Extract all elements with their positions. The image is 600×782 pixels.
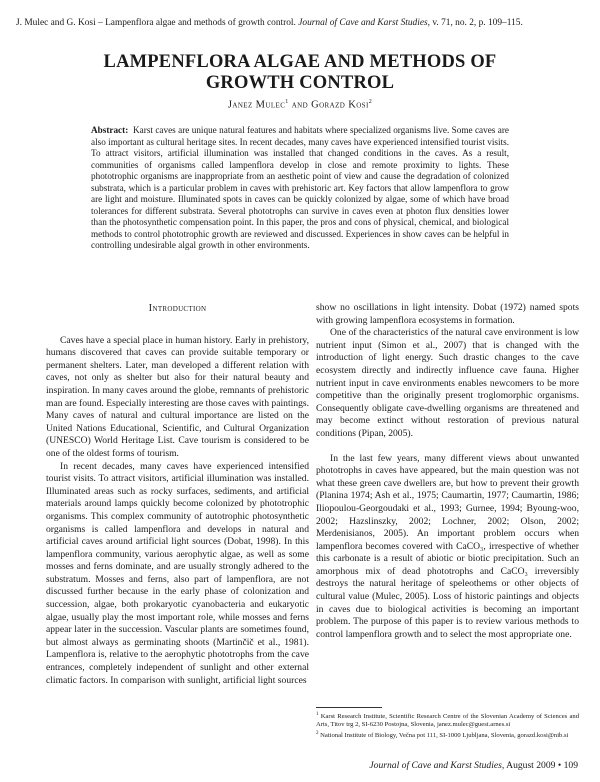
footnote-text: National Institute of Biology, Večna pot 111, SI-1000 Ljubljana, Slovenia, gorazd.kosi@nib.si: [320, 731, 569, 739]
running-head-authors: J. Mulec and G. Kosi: [16, 18, 96, 28]
right-column: [316, 302, 579, 641]
abstract-text: Karst caves are unique natural features and habitats where specialized organisms live. Some caves are also important as cultural heritage sites. In recent decades, many caves have experienced intensified tourist visits. To attract visitors, artificial illumination was installed that changed conditions in the caves. As a result, communities of organisms called lampenflora develop in close and remote proximity to lights. These phototrophic organisms are inappropriate from an aesthetic point of view and cause the degradation of colonized substrata, which is a particular problem in caves with prehistoric art. Key factors that allow lampenflora to grow are light and moisture. Illuminated spots in caves can be quickly colonized by algae, some of which have broad tolerances for different substrata. Several phototrophs can survive in caves even at photon flux densities lower than the photosynthetic compensation point. In this paper, the pros and cons of physical, chemical, and biological methods to control phototrophic growth are reviewed and discussed. Experiences in show caves can be helpful in controlling undesirable algal growth in other environments.: [91, 125, 509, 250]
running-head-journal: Journal of Cave and Karst Studies,: [298, 18, 431, 28]
running-head-separator: –: [95, 18, 106, 28]
footnote-mark: 1: [316, 712, 319, 717]
paragraph-gap: [316, 441, 579, 453]
body-paragraph: In the last few years, many different views about unwanted phototrophs in caves have appeared, but the main question was not what these green cave dwellers are, but how to prevent their growth (Planina 1974; Ash et al., 1975; Caumartin, 1977; Caumartin, 1986; Iliopoulou-Georgoudaki et al., 1993; Gurnee, 1994; Byoung-woo, 2002; Hazslinszky, 2002; Lochner, 2002; Olson, 2002; Merdenisianos, 2005). An important problem occurs when lampenflora becomes covered with CaCO₃, irrespective of whether this carbonate is a result of abiotic or biotic precipitation. Such an amorphous mix of dead phototrophs and CaCO₃ irreversibly destroys the natural heritage of speleothems or other objects of cultural value (Mulec, 2005). Loss of historic paintings and objects in caves due to biological activities is becoming an important problem. The purpose of this paper is to review various methods to control lampenflora growth and to select the most appropriate one.: [316, 452, 579, 640]
page-footer: [369, 760, 578, 771]
footnote: [316, 711, 579, 730]
body-paragraph: One of the characteristics of the natural cave environment is low nutrient input (Simon et al., 2007) that is changed with the introduction of light energy. Such drastic changes to the cave ecosystem directly and indirectly influence cave fauna. Higher nutrient input in cave environments enables newcomers to be more competitive than the originally present troglomorphic organisms. Consequently obligate cave-dwelling organisms are threatened and may become extinct without restoration of previous natural conditions (Pipan, 2005).: [316, 327, 579, 439]
footnotes: [316, 711, 579, 740]
body-paragraph: Caves have a special place in human history. Early in prehistory, humans discovered that caves can provide suitable temporary or permanent shelters. Later, man developed a different relation with caves, not only as shelter but also for their natural beauty and inspiration. In many caves around the globe, remnants of prehistoric man are found. Especially interesting are those caves with paintings. Many caves of natural and cultural importance are listed on the United Nations Educational, Scientific, and Cultural Organization (UNESCO) World Heritage List. Cave tourism is considered to be one of the oldest forms of tourism.: [46, 334, 309, 459]
author-1-affiliation-mark: 1: [285, 99, 289, 105]
footnote-text: Karst Research Institute, Scientific Research Centre of the Slovenian Academy of Sciences and Arts, Titov trg 2, SI-6230 Postojna, Slovenia, janez.mulec@guest.arnes.si: [316, 713, 579, 729]
running-head: [16, 18, 586, 29]
body-paragraph: show no oscillations in light intensity. Dobat (1972) named spots with growing lampenflora ecosystems in formation.: [316, 302, 579, 326]
introduction-heading: Introduction: [148, 303, 207, 314]
body-paragraph: In recent decades, many caves have experienced intensified tourist visits. To attract visitors, artificial illumination was installed. Illuminated areas such as rocky surfaces, sediments, and artificial materials around lamps quickly become colonized by phototrophic organisms. This complex community of autotrophic photosynthetic organisms is called lampenflora and develops in natural and artificial caves around artificial light sources (Dobat, 1998). In this lampenflora community, various aerophytic algae, as well as some mosses and ferns dominate, and are usually strongly adhered to the substratum. Mosses and ferns, also part of lampenflora, are not discussed further because in the early phase of colonization and succession, algae, both prokaryotic cyanobacteria and eukaryotic algae, usually play the most important role, while mosses and ferns appear later in the succession. Vascular plants are sometimes found, but almost always as germinating shoots (Martinčič et al., 1981). Lampenflora is, relative to the aerophytic phototrophs from the cave entrances, completely independent of sunlight and other external climatic factors. In comparison with sunlight, artificial light sources: [46, 460, 309, 686]
author-2-affiliation-mark: 2: [368, 99, 373, 105]
title-line-2: GROWTH CONTROL: [205, 73, 395, 93]
abstract: [91, 125, 509, 252]
footer-journal: Journal of Cave and Karst Studies,: [369, 760, 505, 771]
footnote-divider: [316, 707, 382, 708]
footer-issue: August 2009 • 109: [504, 760, 578, 771]
running-head-volume: v. 71, no. 2, p. 109–115.: [430, 18, 523, 28]
author-line: [40, 99, 560, 111]
abstract-label: Abstract:: [91, 125, 129, 135]
article-title: [40, 52, 560, 94]
footnote: [316, 730, 579, 740]
author-conjunction: and: [291, 99, 309, 111]
footnote-mark: 2: [316, 730, 319, 736]
left-column: [46, 302, 309, 687]
author-2: Gorazd Kosi: [311, 99, 369, 111]
title-line-1: LAMPENFLORA ALGAE AND METHODS OF: [103, 52, 497, 72]
running-head-article: Lampenflora algae and methods of growth control.: [105, 18, 296, 28]
author-1: Janez Mulec: [227, 99, 286, 111]
